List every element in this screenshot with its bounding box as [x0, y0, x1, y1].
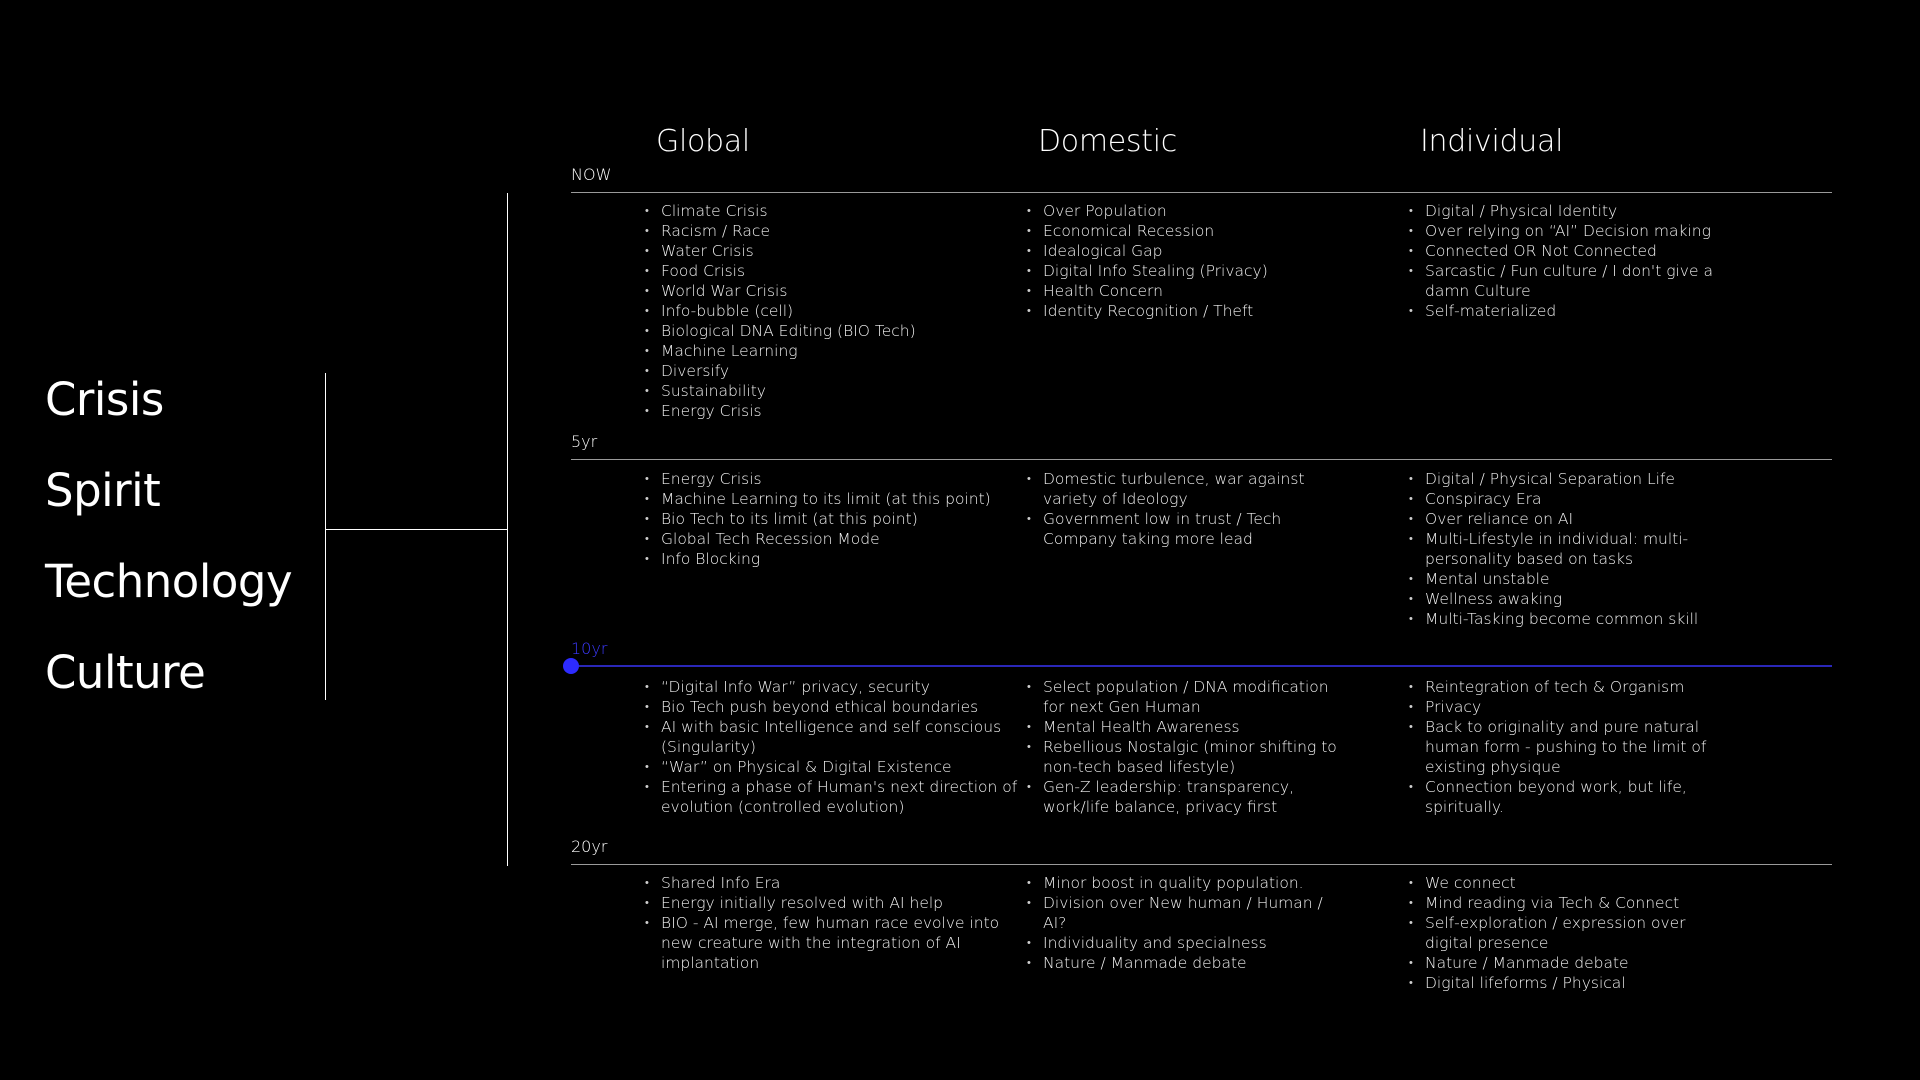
cell-list: [645, 469, 1021, 569]
timeline-divider: [571, 864, 1832, 865]
cell-list: [1409, 201, 1725, 321]
list-item: • Over reliance on AI: [1425, 509, 1725, 529]
column-header-individual: Individual: [1420, 124, 1564, 159]
cell-list: [645, 677, 1021, 817]
list-item: • Conspiracy Era: [1425, 489, 1725, 509]
timeline-label-5yr: 5yr: [571, 432, 598, 451]
list-item: • Health Concern: [1043, 281, 1343, 301]
list-item: • Info-bubble (cell): [661, 301, 1021, 321]
list-item: • Water Crisis: [661, 241, 1021, 261]
list-item: • Reintegration of tech & Organism: [1425, 677, 1725, 697]
list-item: • Idealogical Gap: [1043, 241, 1343, 261]
list-item: • Energy Crisis: [661, 469, 1021, 489]
cell-list: [1027, 677, 1343, 817]
list-item: • BIO - AI merge, few human race evolve into new creature with the integration of AI implantation: [661, 913, 1021, 973]
list-item: • Wellness awaking: [1425, 589, 1725, 609]
list-item: • Energy initially resolved with AI help: [661, 893, 1021, 913]
list-item: • Privacy: [1425, 697, 1725, 717]
list-item: • Government low in trust / Tech Company taking more lead: [1043, 509, 1343, 549]
cell-list: [1409, 469, 1725, 629]
list-item: • Minor boost in quality population.: [1043, 873, 1343, 893]
bracket-horizontal: [325, 529, 508, 530]
category-spirit: Spirit: [45, 464, 161, 517]
list-item: • World War Crisis: [661, 281, 1021, 301]
list-item: • Over Population: [1043, 201, 1343, 221]
list-item: • Connected OR Not Connected: [1425, 241, 1725, 261]
list-item: • Digital Info Stealing (Privacy): [1043, 261, 1343, 281]
timeline-label-20yr: 20yr: [571, 837, 608, 856]
list-item: • Diversify: [661, 361, 1021, 381]
cell-list: [1409, 873, 1725, 993]
list-item: • Multi-Lifestyle in individual: multi-personality based on tasks: [1425, 529, 1725, 569]
timeline-marker-dot: [563, 658, 579, 674]
timeline-divider: [571, 459, 1832, 460]
list-item: • Connection beyond work, but life, spiritually.: [1425, 777, 1725, 817]
list-item: • Self-materialized: [1425, 301, 1725, 321]
category-technology: Technology: [45, 555, 293, 608]
list-item: • Economical Recession: [1043, 221, 1343, 241]
timeline-divider: [571, 192, 1832, 193]
list-item: • Climate Crisis: [661, 201, 1021, 221]
list-item: • Select population / DNA modification for next Gen Human: [1043, 677, 1343, 717]
list-item: • Sarcastic / Fun culture / I don't give a damn Culture: [1425, 261, 1725, 301]
list-item: • Over relying on “AI” Decision making: [1425, 221, 1725, 241]
list-item: • We connect: [1425, 873, 1725, 893]
list-item: • Machine Learning to its limit (at this point): [661, 489, 1021, 509]
list-item: • Entering a phase of Human's next direction of evolution (controlled evolution): [661, 777, 1021, 817]
list-item: • Global Tech Recession Mode: [661, 529, 1021, 549]
list-item: • Biological DNA Editing (BIO Tech): [661, 321, 1021, 341]
cell-list: [1027, 873, 1343, 973]
list-item: • Bio Tech push beyond ethical boundaries: [661, 697, 1021, 717]
list-item: • Digital / Physical Separation Life: [1425, 469, 1725, 489]
list-item: • “War” on Physical & Digital Existence: [661, 757, 1021, 777]
category-list: [45, 372, 292, 736]
list-item: • Individuality and specialness: [1043, 933, 1343, 953]
list-item: • Multi-Tasking become common skill: [1425, 609, 1725, 629]
list-item: • Identity Recognition / Theft: [1043, 301, 1343, 321]
list-item: • Back to originality and pure natural human form - pushing to the limit of existing physique: [1425, 717, 1725, 777]
list-item: • Racism / Race: [661, 221, 1021, 241]
category-culture: Culture: [45, 646, 206, 699]
cell-list: [645, 201, 1021, 421]
list-item: • AI with basic Intelligence and self conscious (Singularity): [661, 717, 1021, 757]
list-item: • Bio Tech to its limit (at this point): [661, 509, 1021, 529]
list-item: • Energy Crisis: [661, 401, 1021, 421]
list-item: • Digital lifeforms / Physical: [1425, 973, 1725, 993]
bracket-vertical-right: [507, 193, 508, 866]
column-header-global: Global: [656, 124, 750, 159]
cell-list: [645, 873, 1021, 973]
list-item: • Domestic turbulence, war against variety of Ideology: [1043, 469, 1343, 509]
list-item: • Sustainability: [661, 381, 1021, 401]
list-item: • Food Crisis: [661, 261, 1021, 281]
timeline-label-10yr: 10yr: [571, 639, 608, 658]
list-item: • Info Blocking: [661, 549, 1021, 569]
list-item: • Digital / Physical Identity: [1425, 201, 1725, 221]
timeline-label-now: NOW: [571, 165, 612, 184]
list-item: • Rebellious Nostalgic (minor shifting to non-tech based lifestyle): [1043, 737, 1343, 777]
bracket-vertical-left: [325, 373, 326, 700]
list-item: • Mental unstable: [1425, 569, 1725, 589]
list-item: • Nature / Manmade debate: [1425, 953, 1725, 973]
list-item: • Mental Health Awareness: [1043, 717, 1343, 737]
list-item: • Self-exploration / expression over digital presence: [1425, 913, 1725, 953]
cell-list: [1027, 469, 1343, 549]
list-item: • Shared Info Era: [661, 873, 1021, 893]
column-header-domestic: Domestic: [1038, 124, 1177, 159]
category-crisis: Crisis: [45, 373, 164, 426]
list-item: • Mind reading via Tech & Connect: [1425, 893, 1725, 913]
list-item: • “Digital Info War” privacy, security: [661, 677, 1021, 697]
cell-list: [1027, 201, 1343, 321]
list-item: • Machine Learning: [661, 341, 1021, 361]
list-item: • Nature / Manmade debate: [1043, 953, 1343, 973]
cell-list: [1409, 677, 1725, 817]
timeline-divider-active: [571, 665, 1832, 667]
list-item: • Gen-Z leadership: transparency, work/life balance, privacy first: [1043, 777, 1343, 817]
list-item: • Division over New human / Human / AI?: [1043, 893, 1343, 933]
